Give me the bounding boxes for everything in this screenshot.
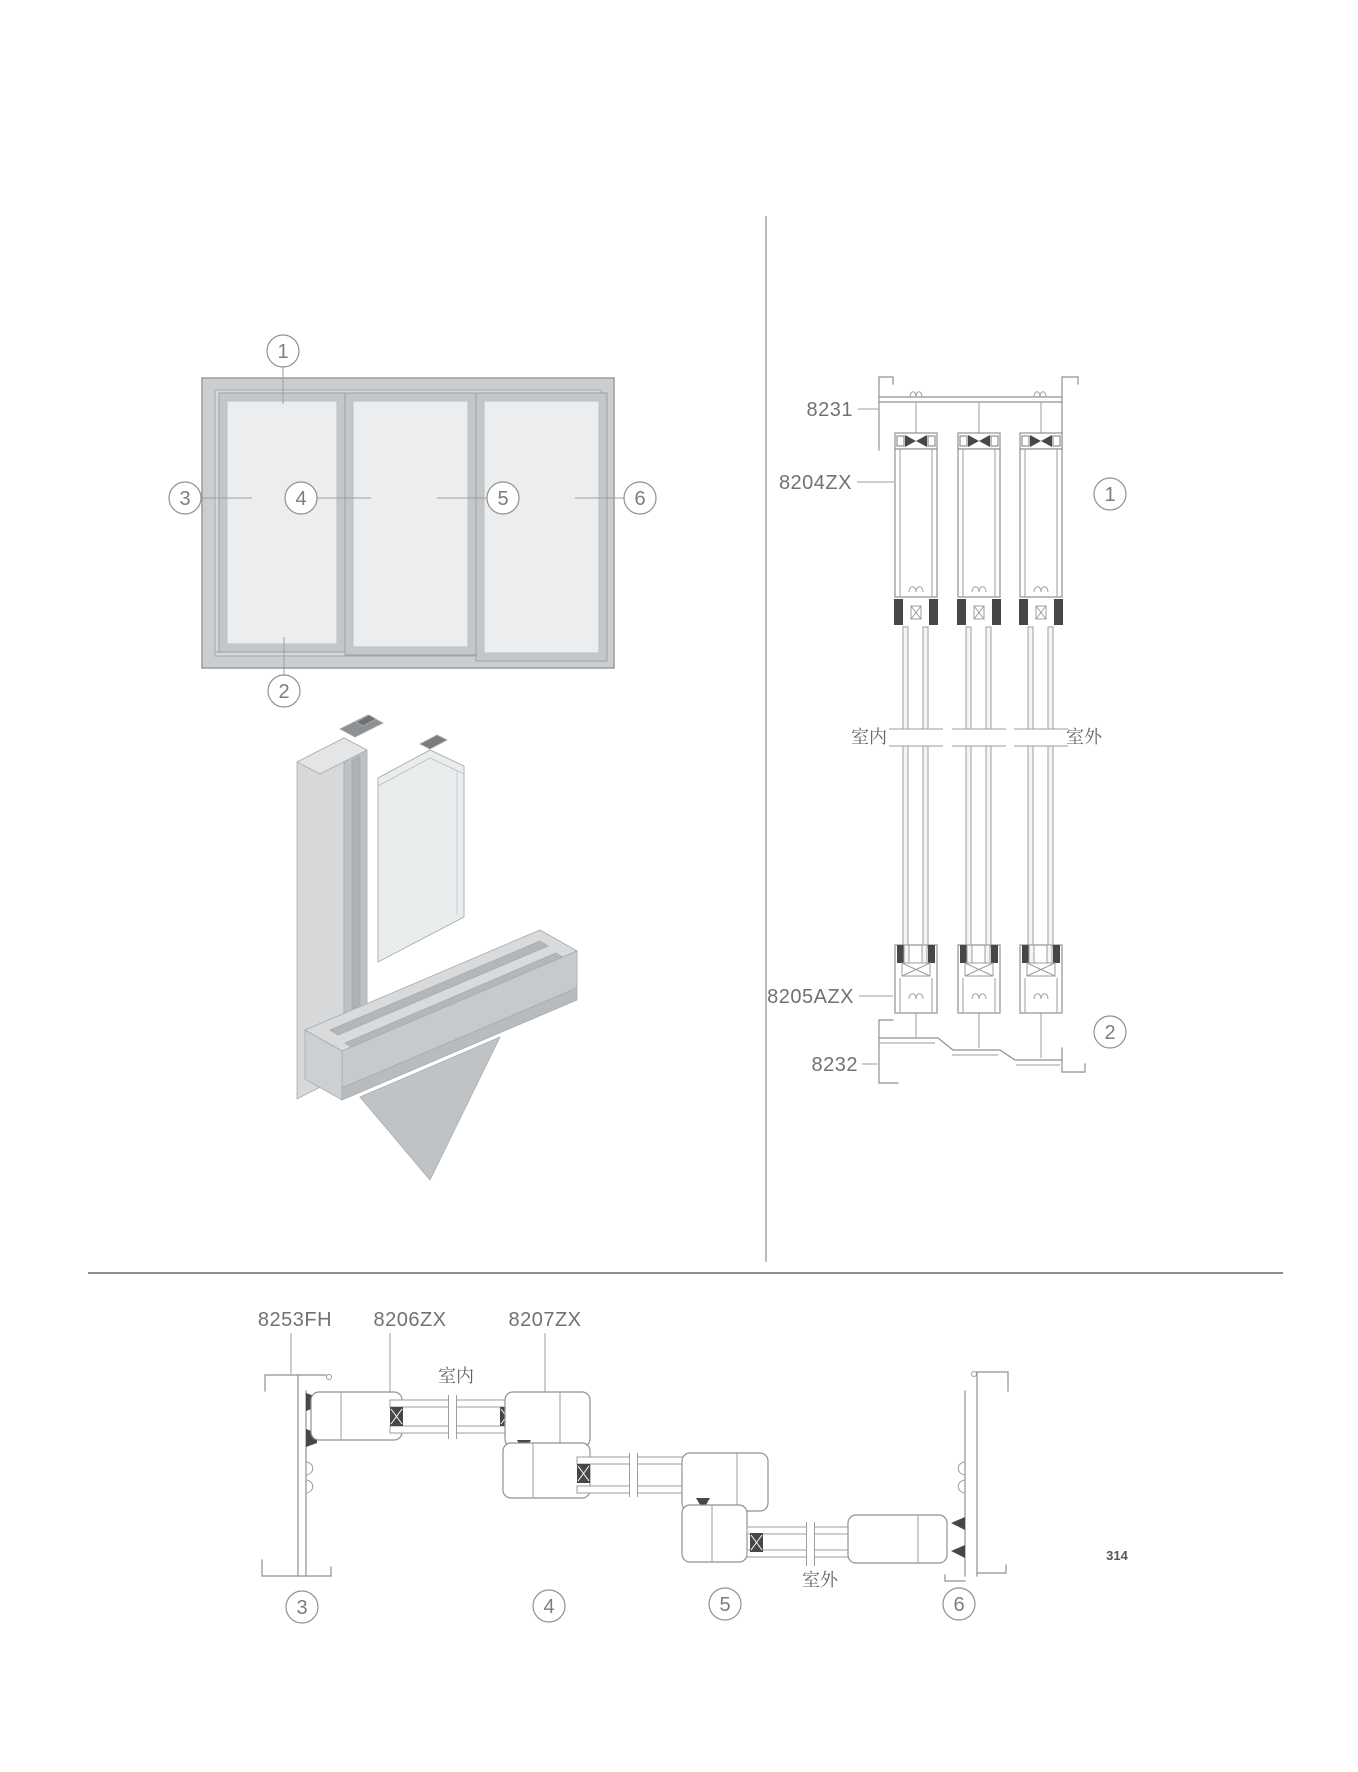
callout-3	[169, 482, 201, 514]
section-callout-head	[1094, 478, 1126, 510]
label-sash-bottom: 8205AZX	[767, 986, 854, 1008]
section-callout-5-number: 5	[719, 1594, 731, 1616]
sliding-panel-1	[219, 393, 345, 652]
label-interlock-b: 8207ZX	[508, 1309, 582, 1331]
callout-2	[268, 675, 300, 707]
callout-1	[267, 335, 299, 367]
section-callout-4-number: 4	[543, 1596, 555, 1618]
vertical-section-drawing	[767, 377, 1126, 1083]
sash-section-2	[503, 1443, 768, 1511]
label-outdoor-vertical: 室外	[1066, 727, 1102, 747]
sash-sill-2	[958, 945, 1000, 1013]
section-callout-sill	[1094, 1016, 1126, 1048]
sash-head-2	[952, 433, 1006, 947]
callout-6	[624, 482, 656, 514]
callout-5-number: 5	[497, 488, 509, 510]
label-track-top: 8231	[806, 399, 853, 421]
label-indoor-horizontal: 室内	[438, 1366, 474, 1386]
page-number: 314	[1106, 1548, 1128, 1563]
sash-section-1	[311, 1392, 590, 1447]
callout-3-number: 3	[179, 488, 191, 510]
section-callout-6-number: 6	[953, 1594, 965, 1616]
sliding-panel-3	[476, 393, 607, 661]
sash-sill-1	[895, 945, 937, 1013]
window-elevation	[169, 335, 656, 707]
section-callout-sill-number: 2	[1104, 1022, 1116, 1044]
sash-head-1	[889, 433, 943, 947]
section-callout-6	[943, 1588, 975, 1620]
profile-3d-render	[297, 715, 577, 1180]
label-sash-top: 8204ZX	[778, 472, 852, 494]
right-jamb-profile	[945, 1372, 1008, 1582]
callout-6-number: 6	[634, 488, 646, 510]
callout-4	[285, 482, 317, 514]
section-callout-head-number: 1	[1104, 484, 1116, 506]
sash-sill-3	[1020, 945, 1062, 1013]
section-callout-4	[533, 1590, 565, 1622]
label-indoor-vertical: 室内	[851, 727, 887, 747]
sliding-panel-2	[345, 393, 476, 655]
section-callout-3	[286, 1591, 318, 1623]
label-outdoor-horizontal: 室外	[802, 1570, 838, 1590]
section-callout-5	[709, 1588, 741, 1620]
callout-4-number: 4	[295, 488, 307, 510]
horizontal-section-drawing	[258, 1309, 1008, 1623]
sash-head-3	[1014, 433, 1068, 947]
section-callout-3-number: 3	[296, 1597, 308, 1619]
label-jamb: 8253FH	[257, 1309, 333, 1331]
callout-1-number: 1	[277, 341, 289, 363]
sill-track	[879, 1013, 1085, 1083]
corner-clip	[340, 715, 383, 737]
label-track-bottom: 8232	[811, 1054, 858, 1076]
callout-5	[487, 482, 519, 514]
sash-section-3	[682, 1505, 947, 1566]
label-interlock-a: 8206ZX	[373, 1309, 447, 1331]
glass-clip	[420, 735, 447, 749]
callout-2-number: 2	[278, 681, 290, 703]
